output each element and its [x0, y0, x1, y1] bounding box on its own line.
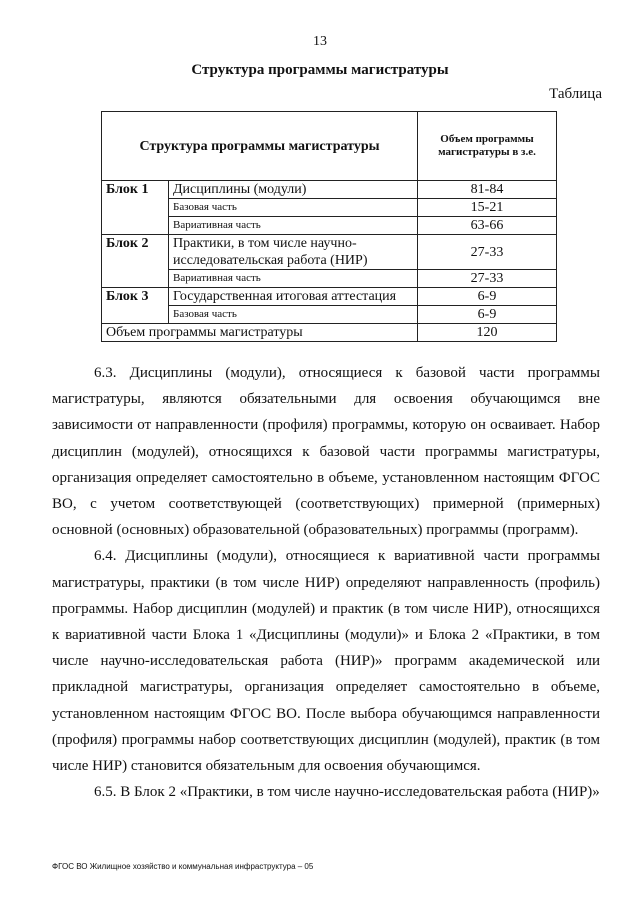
table-row — [102, 288, 557, 306]
section-name-cell: Практики, в том числе научно-исследовательская работа (НИР) — [169, 235, 418, 270]
page-title: Структура программы магистратуры — [191, 62, 449, 78]
block-cell: Блок 2 — [102, 235, 169, 288]
table-row — [102, 181, 557, 199]
table-total-row — [102, 324, 557, 342]
block-cell: Блок 1 — [102, 181, 169, 235]
page-number: 13 — [313, 34, 327, 49]
volume-cell: 15-21 — [418, 199, 557, 217]
footer-text: ФГОС ВО Жилищное хозяйство и коммунальная инфраструктура – 05 — [52, 862, 314, 871]
header-structure: Структура программы магистратуры — [102, 112, 418, 181]
table-row — [102, 217, 557, 235]
table-row — [102, 270, 557, 288]
volume-cell: 63-66 — [418, 217, 557, 235]
section-name-cell: Государственная итоговая аттестация — [169, 288, 418, 306]
section-name-cell: Вариативная часть — [169, 217, 418, 235]
header-volume: Объем программы магистратуры в з.е. — [418, 112, 557, 181]
volume-cell: 6-9 — [418, 288, 557, 306]
volume-cell: 81-84 — [418, 181, 557, 199]
table-row — [102, 235, 557, 270]
section-name-cell: Базовая часть — [169, 306, 418, 324]
table-row — [102, 199, 557, 217]
table-header-row — [102, 112, 557, 181]
volume-cell: 6-9 — [418, 306, 557, 324]
block-cell: Блок 3 — [102, 288, 169, 324]
volume-cell: 27-33 — [418, 235, 557, 270]
paragraph-6-5: 6.5. В Блок 2 «Практики, в том числе научно-исследовательская работа (НИР)» — [94, 784, 600, 801]
section-name-cell: Базовая часть — [169, 199, 418, 217]
body-text — [52, 360, 600, 805]
table-row — [102, 306, 557, 324]
section-name-cell: Дисциплины (модули) — [169, 181, 418, 199]
volume-cell: 27-33 — [418, 270, 557, 288]
total-value: 120 — [418, 324, 557, 342]
paragraph-6-3: 6.3. Дисциплины (модули), относящиеся к базовой части программы магистратуры, являются обязательными для освоения обучающимся вне зависимости от направленности (профиля) программы, которую он осваивает. Набор дисциплин (модулей), относящихся к базовой части программы магистратуры, организация определяет самостоятельно в объеме, установленном настоящим ФГОС ВО, с учетом соответствующей (соответствующих) примерной (примерных) основной (основных) образовательной (образовательных) программы (программ). — [52, 365, 600, 539]
program-structure-table — [101, 111, 557, 342]
total-label: Объем программы магистратуры — [102, 324, 418, 342]
paragraph-6-4: 6.4. Дисциплины (модули), относящиеся к вариативной части программы магистратуры, практики (в том числе НИР) определяют направленность (профиль) программы. Набор дисциплин (модулей) и практик (в том числе НИР), относящихся к вариативной части Блока 1 «Дисциплины (модули)» и Блока 2 «Практики, в том числе научно-исследовательская работа (НИР)» программ академической или прикладной магистратуры, организация определяет самостоятельно в объеме, установленном настоящим ФГОС ВО. После выбора обучающимся направленности (профиля) программы набор соответствующих дисциплин (модулей), практик (в том числе НИР) становится обязательным для освоения обучающимся. — [52, 548, 600, 775]
table-label: Таблица — [549, 86, 602, 102]
section-name-cell: Вариативная часть — [169, 270, 418, 288]
